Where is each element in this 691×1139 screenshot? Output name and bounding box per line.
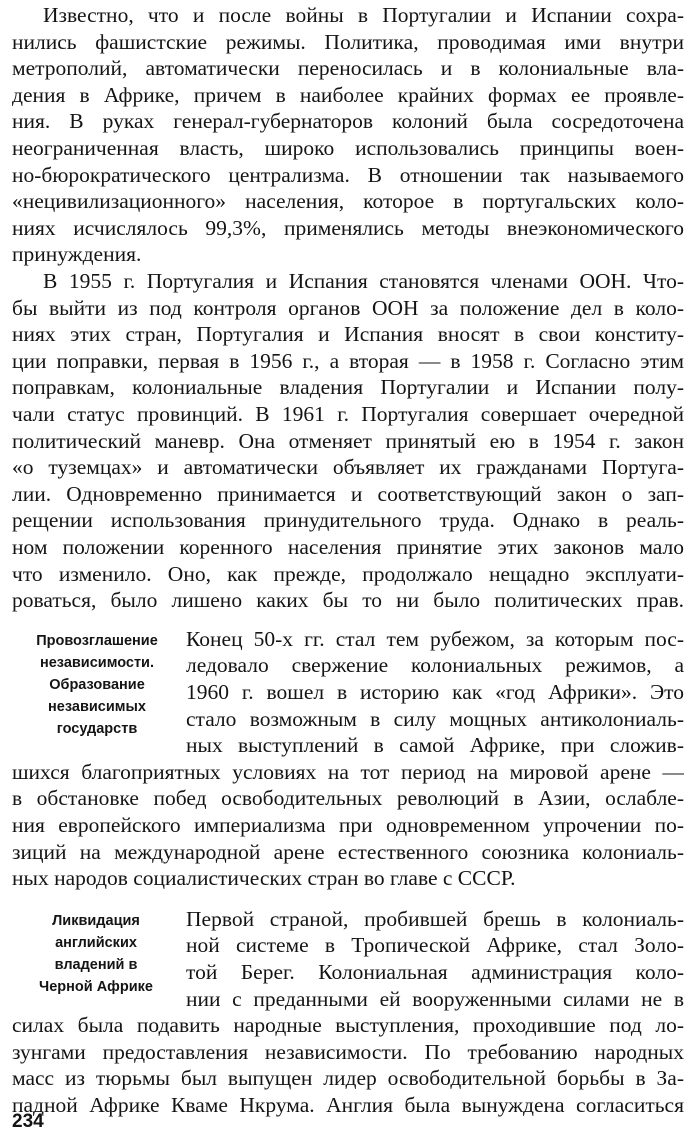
margin-heading-line: Образование [49, 676, 145, 693]
text-line: ледовало свержение колониальных режимов, а [186, 653, 684, 678]
text-line: ных народов социалистических стран во главе с СССР. [12, 866, 516, 891]
text-line: политический маневр. Она отменяет принятый ею в 1954 г. закон [12, 428, 684, 453]
page-number: 234 [12, 1111, 44, 1132]
text-line: ния европейского империализма при одновременном упрочении по- [12, 813, 684, 837]
text-line: нии с преданными ей вооруженными силами не в [186, 986, 684, 1011]
text-line: но-бюрократического централизма. В отношении так называемого [12, 162, 684, 187]
margin-heading-line: Провозглашение [36, 632, 158, 649]
margin-heading-line: Ликвидация [52, 912, 140, 929]
text-line: шихся благоприятных условиях на тот период на мировой арене — [12, 759, 684, 784]
margin-heading-independence [14, 630, 180, 740]
text-line: метрополий, автоматически переносилась и в колониальные вла- [12, 56, 684, 81]
text-line: падной Африке Кваме Нкрума. Англия была вынуждена согласиться [12, 1093, 684, 1117]
text-line: ных выступлений в самой Африке, при сложив- [186, 733, 684, 758]
text-line: что изменило. Оно, как прежде, продолжало нещадно эксплуати- [12, 561, 684, 586]
text-line: «о туземцах» и автоматически объявляет их гражданами Португа- [12, 455, 684, 480]
text-line: Известно, что и после войны в Португалии и Испании сохра- [43, 3, 684, 27]
text-line: силах была подавить народные выступления, проходившие под ло- [12, 1013, 684, 1038]
margin-heading-line: государств [56, 720, 138, 737]
margin-heading-british-colonies [8, 910, 184, 998]
text-line: 1960 г. вошел в историю как «год Африки». Это [186, 680, 684, 704]
text-line: в обстановке побед освободительных революций в Азии, ослабле- [12, 786, 684, 811]
margin-heading-line: Черной Африке [39, 978, 153, 995]
text-line: ниях этих стран, Португалия и Испания вносят в свои конститу- [12, 322, 684, 347]
text-line: Конец 50-х гг. стал тем рубежом, за которым пос- [186, 626, 684, 651]
text-line: чали статус провинций. В 1961 г. Португалия совершает очередной [12, 402, 684, 426]
text-line: лии. Одновременно принимается и соответствующий закон о зап- [12, 481, 684, 506]
text-line: роваться, было лишено каких бы то ни было политических прав. [12, 588, 684, 613]
text-line: В 1955 г. Португалия и Испания становятся членами ООН. Что- [43, 269, 684, 293]
text-line: ниях исчислялось 99,3%, применялись методы внеэкономического [12, 215, 684, 240]
text-line: бы выйти из под контроля органов ООН за положение дел в коло- [12, 295, 684, 320]
text-line: рещении использования принудительного труда. Однако в реаль- [12, 508, 684, 533]
text-line: нились фашистские режимы. Политика, проводимая ими внутри [12, 29, 684, 54]
text-line: принуждения. [12, 242, 142, 267]
text-line: неограниченная власть, широко использовались принципы воен- [12, 136, 684, 160]
text-line: поправкам, колониальные владения Португалии и Испании полу- [12, 375, 684, 400]
text-line: дения в Африке, причем в наиболее крайних формах ее проявле- [12, 82, 684, 107]
margin-heading-line: независимых [48, 698, 146, 715]
text-line: той Берег. Колониальная администрация коло- [186, 960, 684, 984]
text-line: ном положении коренного населения принятие этих законов мало [12, 535, 684, 559]
text-line: «нецивилизационного» населения, которое в португальских коло- [12, 189, 684, 214]
margin-heading-line: независимости. [39, 654, 155, 671]
margin-heading-line: владений в [54, 956, 138, 973]
text-line: зунгами предоставления независимости. По требованию народных [12, 1039, 684, 1064]
text-line: зиций на международной арене естественного союзника колониаль- [12, 839, 684, 864]
text-line: стало возможным в силу мощных антиколониаль- [186, 706, 684, 731]
text-line: ной системе в Тропической Африке, стал Золо- [186, 933, 684, 958]
text-line: ния. В руках генерал-губернаторов колоний была сосредоточена [12, 109, 684, 134]
text-line: масс из тюрьмы был выпущен лидер освободительной борьбы в За- [12, 1066, 684, 1091]
text-line: ции поправки, первая в 1956 г., а вторая — в 1958 г. Согласно этим [12, 348, 684, 373]
margin-heading-line: английских [55, 934, 137, 951]
text-line: Первой страной, пробившей брешь в колониаль- [186, 906, 684, 931]
